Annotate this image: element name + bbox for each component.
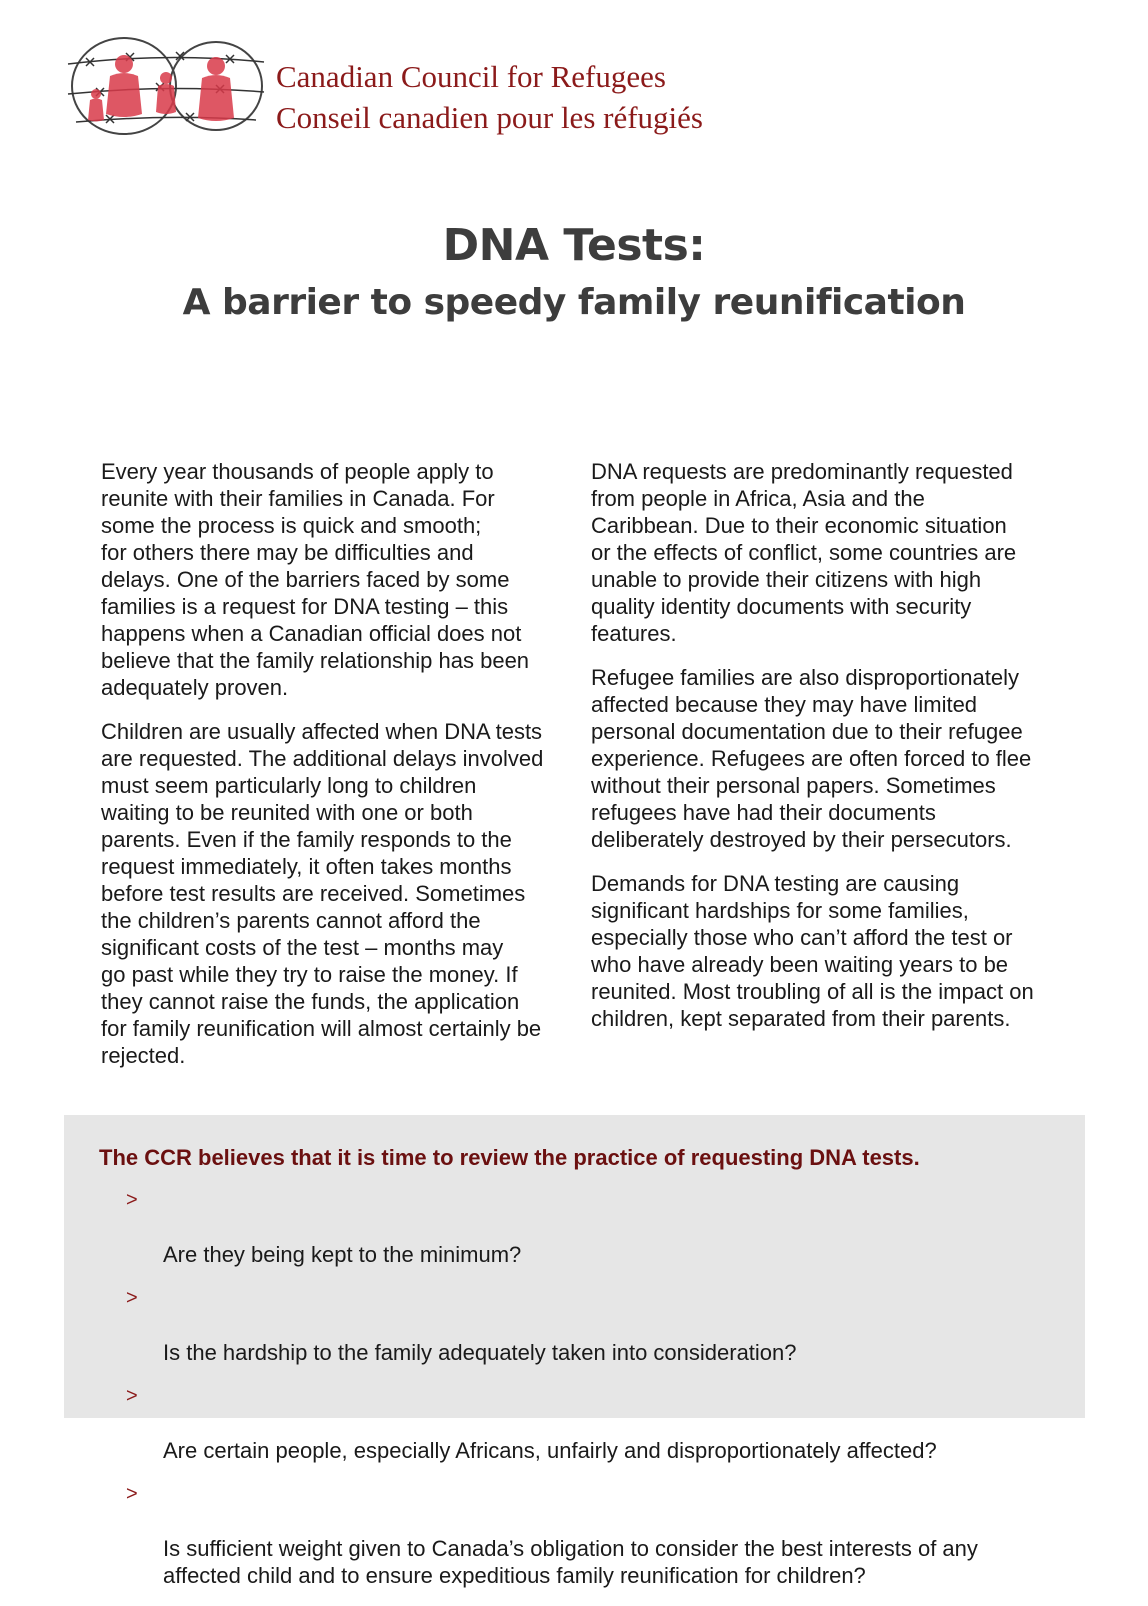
chevron-right-icon: > bbox=[126, 1385, 138, 1407]
left-column bbox=[101, 458, 566, 1086]
paragraph: Refugee families are also disproportionately affected because they may have limited personal documentation due to their refugee experience. Refugees are often forced to flee without their personal papers. Sometimes refugees have had their documents deliberately destroyed by their persecutors. bbox=[591, 665, 1032, 852]
paragraph: DNA requests are predominantly requested from people in Africa, Asia and the Caribbean. Due to their economic situation or the effects of conflict, some countries are unable to provide their citizens with high quality identity documents with security features. bbox=[591, 459, 1017, 646]
callout-heading: The CCR believes that it is time to review the practice of requesting DNA tests. bbox=[99, 1145, 920, 1170]
chevron-right-icon: > bbox=[126, 1483, 138, 1505]
page-subtitle: A barrier to speedy family reunification bbox=[182, 282, 966, 323]
right-column bbox=[591, 458, 1056, 1049]
ccr-logo bbox=[66, 34, 266, 146]
paragraph: Every year thousands of people apply to reunite with their families in Canada. For some the process is quick and smooth; for others there may be difficulties and delays. One of the barriers faced by some families is a request for DNA testing – this happens when a Canadian official does not believe that the family relationship has been adequately proven. bbox=[101, 459, 530, 700]
organization-name-english: Canadian Council for Refugees bbox=[276, 59, 666, 94]
organization-name-french: Conseil canadien pour les réfugiés bbox=[276, 100, 703, 135]
chevron-right-icon: > bbox=[126, 1287, 138, 1309]
list-item bbox=[126, 1481, 1026, 1589]
list-item bbox=[126, 1383, 1026, 1464]
page-title: DNA Tests: bbox=[442, 220, 706, 271]
paragraph: Demands for DNA testing are causing significant hardships for some families, especially those who can’t afford the test or who have already been waiting years to be reunited. Most troubling of all is the impact on children, kept separated from their parents. bbox=[591, 871, 1034, 1031]
question-text: Is sufficient weight given to Canada’s obligation to consider the best interests of any affected child and to ensure expeditious family reunification for children? bbox=[163, 1536, 978, 1588]
chevron-right-icon: > bbox=[126, 1189, 138, 1211]
paragraph: Children are usually affected when DNA tests are requested. The additional delays involved must seem particularly long to children waiting to be reunited with one or both parents. Even if the family responds to the request immediately, it often takes months before test results are received. Sometimes the children’s parents cannot afford the significant costs of the test – months may go past while they try to raise the money. If they cannot raise the funds, the application for family reunification will almost certainly be rejected. bbox=[101, 719, 544, 1068]
organization-name bbox=[276, 56, 703, 138]
barbed-wire-family-logo-icon bbox=[66, 34, 266, 146]
question-list bbox=[126, 1187, 1026, 1606]
callout-box bbox=[64, 1115, 1085, 1588]
question-text: Are they being kept to the minimum? bbox=[163, 1242, 522, 1267]
question-text: Is the hardship to the family adequately taken into consideration? bbox=[163, 1340, 797, 1365]
question-text: Are certain people, especially Africans, unfairly and disproportionately affected? bbox=[163, 1438, 937, 1463]
list-item bbox=[126, 1187, 1026, 1268]
list-item bbox=[126, 1285, 1026, 1366]
